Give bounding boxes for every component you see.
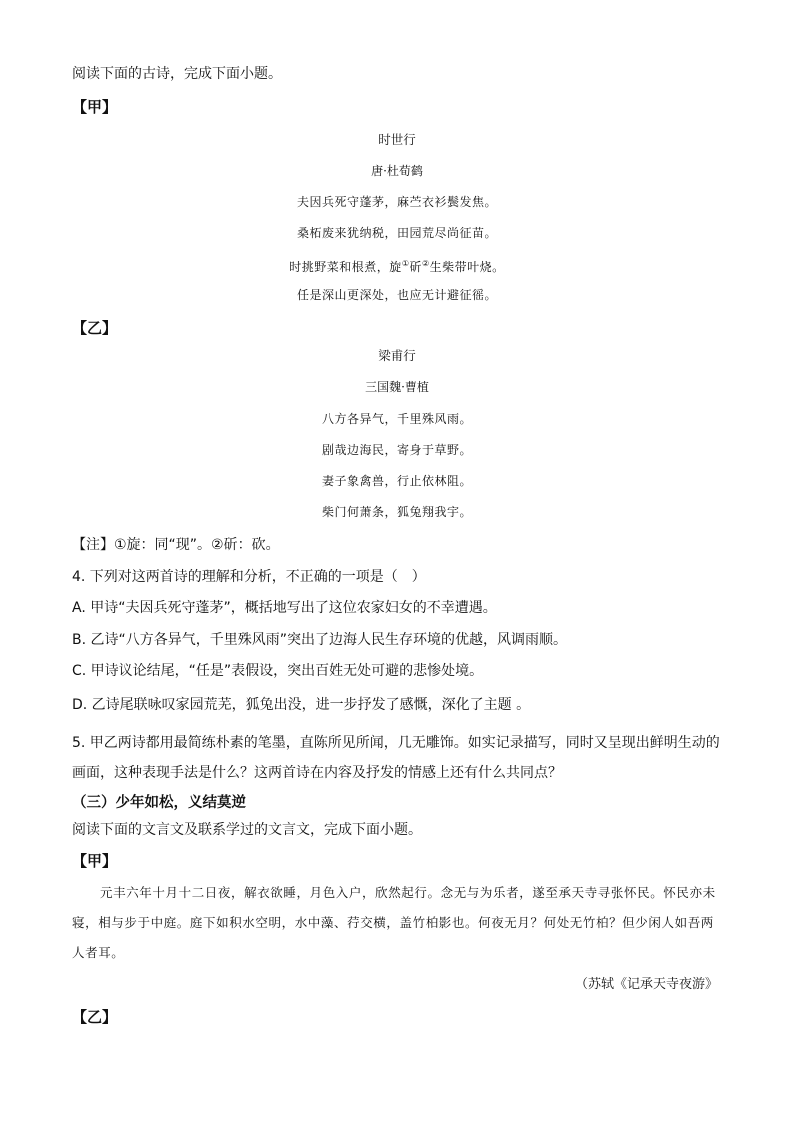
- question-4-option-c: C. 甲诗议论结尾，“任是”表假设，突出百姓无处可避的悲惨处境。: [72, 663, 484, 679]
- poem2-line-3: 妻子象禽兽，行止依林阻。: [321, 474, 472, 488]
- poem2-line-1: 八方各异气，千里殊风雨。: [321, 412, 472, 426]
- poem2-title: 梁甫行: [378, 348, 416, 363]
- question-4-option-d: D. 乙诗尾联咏叹家园荒芜，狐兔出没，进一步抒发了感慨，深化了主题 。: [72, 697, 531, 713]
- intro-prose: 阅读下面的文言文及联系学过的文言文，完成下面小题。: [72, 822, 422, 838]
- poem1-line-3-part-a: 时挑野菜和根煮，旋: [289, 260, 402, 274]
- poem1-line-1: 夫因兵死守蓬茅，麻苎衣衫鬓发焦。: [296, 195, 497, 209]
- poem2-line-4: 柴门何萧条，狐兔翔我宇。: [321, 505, 472, 519]
- question-4-option-b: B. 乙诗“八方各异气，千里殊风雨”突出了边海人民生存环境的优越，风调雨顺。: [72, 632, 568, 648]
- section-3-heading: （三）少年如松，义结莫逆: [72, 795, 246, 811]
- label-jia: 【甲】: [72, 98, 118, 116]
- label-yi-2: 【乙】: [72, 1008, 118, 1026]
- poem1-line-2: 桑柘废来犹纳税，田园荒尽尚征苗。: [296, 226, 497, 240]
- poem1-line-3: [0, 255, 794, 276]
- prose-passage-jia: 元丰六年十月十二日夜，解衣欲睡，月色入户，欣然起行。念无与为乐者，遂至承天寺寻张怀民。怀民亦未寝，相与步于中庭。庭下如积水空明，水中藻、荇交横，盖竹柏影也。何夜无月？何处无竹柏？但少闲人如吾两人者耳。: [72, 885, 716, 960]
- poem2-line-2: 剧哉边海民，寄身于草野。: [321, 443, 472, 457]
- question-4-stem: 4. 下列对这两首诗的理解和分析，不正确的一项是（ ）: [72, 569, 426, 585]
- intro-poems: 阅读下面的古诗，完成下面小题。: [72, 66, 282, 82]
- poem1-author: 唐·杜荀鹤: [371, 164, 423, 178]
- footnote-ref-2: ②: [422, 259, 430, 268]
- poem2-author: 三国魏·曹植: [365, 380, 429, 394]
- poem1-title: 时世行: [378, 132, 416, 147]
- question-4-option-a: A. 甲诗“夫因兵死守蓬茅”，概括地写出了这位农家妇女的不幸遭遇。: [72, 600, 497, 616]
- poem1-line-4: 任是深山更深处，也应无计避征徭。: [296, 288, 497, 302]
- annotation-note: 【注】①旋：同“现”。②斫：砍。: [72, 537, 280, 553]
- label-yi: 【乙】: [72, 319, 118, 337]
- poem1-line-3-part-c: 生柴带叶烧。: [429, 260, 505, 274]
- poem1-line-3-part-b: 斫: [409, 260, 422, 274]
- question-5: 5. 甲乙两诗都用最简练朴素的笔墨，直陈所见所闻，几无雕饰。如实记录描写，同时又呈现出鲜明生动的画面，这种表现手法是什么？这两首诗在内容及抒发的情感上还有什么共同点？: [72, 735, 720, 781]
- footnote-ref-1: ①: [401, 259, 410, 268]
- prose-source: （苏轼《记承天寺夜游》: [574, 977, 718, 992]
- label-jia-2: 【甲】: [72, 852, 118, 870]
